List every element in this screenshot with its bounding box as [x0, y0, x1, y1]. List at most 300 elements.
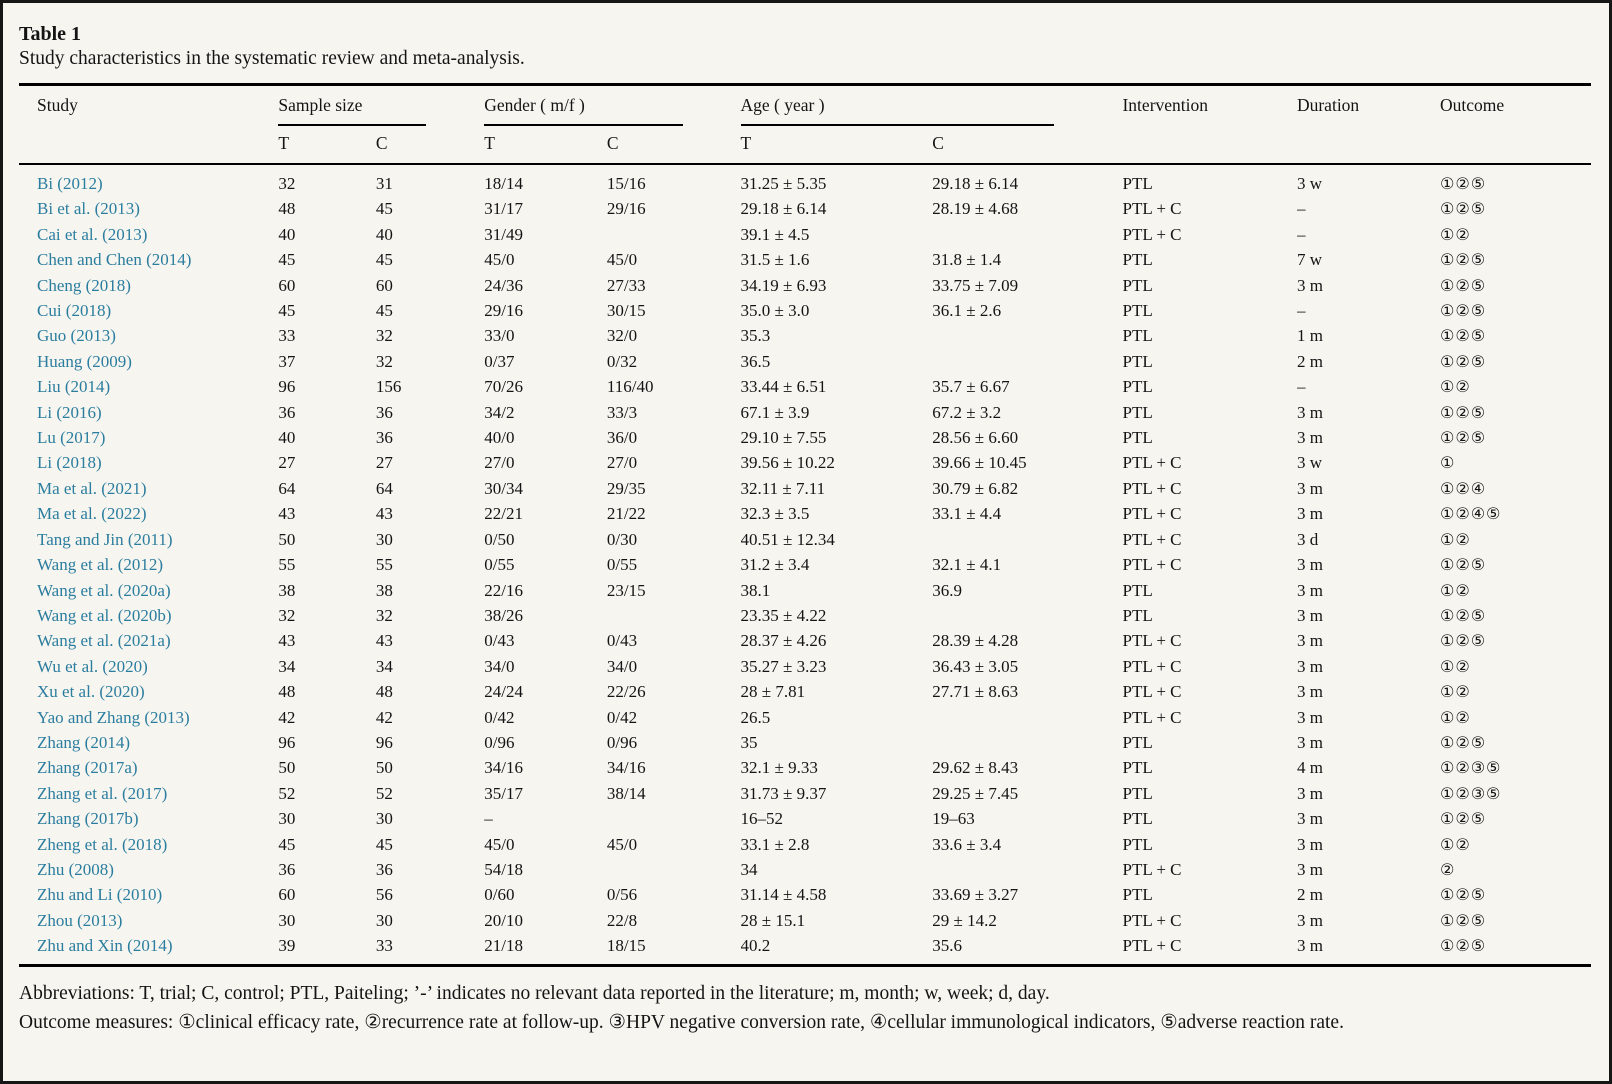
cell-gender-trial: 0/42: [484, 707, 515, 727]
cell-duration: 3 m: [1296, 809, 1323, 829]
cell-gender-trial: 0/37: [484, 351, 515, 371]
cell-sample-size-control: 42: [375, 707, 393, 727]
cell-duration: 3 m: [1296, 910, 1323, 930]
cell-age-trial: 39.1 ± 4.5: [740, 224, 810, 244]
cell-gender-trial: 34/16: [484, 758, 524, 778]
col-header-duration: Duration: [1297, 85, 1440, 165]
cell-age-trial: 31.25 ± 5.35: [740, 174, 827, 193]
cell-study-citation[interactable]: Zhang et al. (2017): [37, 783, 168, 803]
cell-duration: 3 m: [1296, 478, 1323, 498]
cell-sample-size-control: 32: [375, 605, 393, 625]
cell-outcome: ①②: [1440, 224, 1471, 244]
cell-gender-trial: 18/14: [484, 174, 524, 193]
cell-intervention: PTL + C: [1122, 224, 1182, 244]
cell-gender-control: 23/15: [606, 580, 646, 600]
cell-sample-size-control: 60: [375, 275, 393, 295]
cell-duration: 3 m: [1296, 504, 1323, 524]
cell-age-control: [932, 730, 1122, 755]
cell-gender-control: [607, 603, 741, 628]
cell-outcome: ①②④⑤: [1440, 504, 1502, 524]
cell-age-control: [932, 349, 1122, 374]
cell-sample-size-control: 27: [375, 453, 393, 473]
cell-gender-trial: 70/26: [484, 377, 524, 397]
cell-gender-control: 34/0: [606, 656, 638, 676]
cell-outcome: ①②⑤: [1440, 555, 1487, 575]
cell-study-citation[interactable]: Tang and Jin (2011): [37, 529, 173, 549]
cell-gender-trial: 0/96: [484, 732, 515, 752]
cell-study-citation[interactable]: Zhu and Li (2010): [37, 885, 163, 905]
cell-age-control: 67.2 ± 3.2: [932, 402, 1002, 422]
cell-study-citation[interactable]: Ma et al. (2022): [37, 504, 147, 524]
cell-intervention: PTL + C: [1122, 910, 1182, 930]
cell-study-citation[interactable]: Wang et al. (2020a): [37, 580, 171, 600]
table-row: [19, 552, 1591, 577]
cell-age-control: 29.62 ± 8.43: [932, 758, 1019, 778]
cell-intervention: PTL + C: [1122, 707, 1182, 727]
cell-intervention: PTL + C: [1122, 631, 1182, 651]
cell-study-citation[interactable]: Ma et al. (2021): [37, 478, 147, 498]
cell-outcome: ①②⑤: [1440, 428, 1487, 448]
cell-gender-trial: 34/2: [484, 402, 515, 422]
cell-age-control: 33.69 ± 3.27: [932, 885, 1019, 905]
cell-intervention: PTL: [1122, 351, 1153, 371]
cell-sample-size-trial: 96: [278, 377, 296, 397]
cell-sample-size-trial: 40: [278, 224, 296, 244]
cell-duration: –: [1296, 377, 1306, 397]
cell-study-citation[interactable]: Wang et al. (2012): [37, 555, 164, 575]
cell-age-trial: 31.14 ± 4.58: [740, 885, 827, 905]
cell-sample-size-trial: 52: [278, 783, 296, 803]
cell-study-citation[interactable]: Cai et al. (2013): [37, 224, 148, 244]
col-group-gender-label: Gender ( m/f ): [484, 95, 682, 126]
cell-age-control: 29.25 ± 7.45: [932, 783, 1019, 803]
cell-age-control: 27.71 ± 8.63: [932, 682, 1019, 702]
cell-gender-control: 33/3: [606, 402, 638, 422]
table-row: [19, 578, 1591, 603]
cell-gender-control: 29/16: [606, 199, 646, 219]
cell-intervention: PTL + C: [1122, 859, 1182, 879]
cell-duration: 3 m: [1296, 732, 1323, 752]
cell-age-trial: 29.10 ± 7.55: [740, 428, 827, 448]
cell-sample-size-trial: 45: [278, 834, 296, 854]
cell-outcome: ①②⑤: [1440, 631, 1487, 651]
cell-duration: 3 d: [1296, 529, 1319, 549]
cell-sample-size-control: 32: [375, 326, 393, 346]
cell-age-control: 33.1 ± 4.4: [932, 504, 1002, 524]
cell-gender-control: 0/42: [606, 707, 638, 727]
cell-study-citation[interactable]: Cheng (2018): [37, 275, 131, 295]
cell-age-trial: 31.5 ± 1.6: [740, 250, 810, 270]
cell-gender-control: 30/15: [606, 301, 646, 321]
cell-sample-size-control: 32: [375, 351, 393, 371]
cell-gender-control: 36/0: [606, 428, 638, 448]
cell-age-trial: 40.2: [740, 936, 771, 956]
cell-sample-size-trial: 55: [278, 555, 296, 575]
cell-sample-size-control: 34: [375, 656, 393, 676]
cell-study-citation[interactable]: Bi et al. (2013): [37, 199, 140, 219]
table-row: [19, 806, 1591, 831]
cell-study-citation[interactable]: Li (2016): [37, 402, 102, 422]
cell-age-trial: 26.5: [740, 707, 771, 727]
cell-duration: 3 m: [1296, 631, 1323, 651]
table-caption: Study characteristics in the systematic review and meta-analysis.: [19, 48, 525, 69]
cell-sample-size-trial: 96: [278, 732, 296, 752]
cell-outcome: ①②⑤: [1440, 351, 1487, 371]
table-row: [19, 628, 1591, 653]
cell-outcome: ①②: [1440, 529, 1471, 549]
cell-sample-size-control: 48: [375, 682, 393, 702]
cell-age-control: [932, 857, 1122, 882]
cell-age-trial: 39.56 ± 10.22: [740, 453, 835, 473]
cell-outcome: ①②⑤: [1440, 174, 1487, 193]
cell-intervention: PTL: [1122, 809, 1153, 829]
cell-gender-control: 0/32: [606, 351, 638, 371]
cell-intervention: PTL + C: [1122, 529, 1182, 549]
cell-sample-size-trial: 33: [278, 326, 296, 346]
cell-intervention: PTL: [1122, 174, 1153, 193]
table-row: [19, 298, 1591, 323]
cell-study-citation[interactable]: Zhang (2017a): [37, 758, 138, 778]
cell-sample-size-control: 36: [375, 402, 393, 422]
cell-outcome: ①②: [1440, 377, 1471, 397]
cell-sample-size-control: 43: [375, 504, 393, 524]
cell-intervention: PTL + C: [1122, 936, 1182, 956]
cell-outcome: ①②⑤: [1440, 605, 1487, 625]
cell-outcome: ①②⑤: [1440, 732, 1487, 752]
table-row: [19, 374, 1591, 399]
cell-age-control: 36.43 ± 3.05: [932, 656, 1019, 676]
cell-age-trial: 28 ± 15.1: [740, 910, 806, 930]
table-row: [19, 705, 1591, 730]
cell-duration: 3 m: [1296, 605, 1323, 625]
cell-duration: 3 m: [1296, 859, 1323, 879]
cell-age-trial: 34: [740, 859, 758, 879]
cell-study-citation[interactable]: Zhang (2014): [37, 732, 131, 752]
cell-sample-size-control: 45: [375, 199, 393, 219]
cell-age-control: 19–63: [932, 809, 975, 829]
cell-intervention: PTL: [1122, 402, 1153, 422]
table-row: [19, 273, 1591, 298]
cell-duration: –: [1296, 301, 1306, 321]
cell-gender-trial: 21/18: [484, 936, 524, 956]
cell-duration: 1 m: [1296, 326, 1323, 346]
cell-gender-control: 38/14: [606, 783, 646, 803]
cell-intervention: PTL + C: [1122, 555, 1182, 575]
cell-age-control: [932, 527, 1122, 552]
cell-sample-size-trial: 43: [278, 504, 296, 524]
table-row: [19, 755, 1591, 780]
cell-outcome: ②: [1440, 859, 1456, 879]
cell-sample-size-control: 156: [375, 377, 402, 397]
cell-sample-size-control: 45: [375, 301, 393, 321]
cell-gender-control: 0/30: [606, 529, 638, 549]
cell-intervention: PTL + C: [1122, 682, 1182, 702]
table-row: [19, 908, 1591, 933]
cell-study-citation[interactable]: Wu et al. (2020): [37, 656, 148, 676]
cell-age-trial: 31.73 ± 9.37: [740, 783, 827, 803]
cell-study-citation[interactable]: Wang et al. (2020b): [37, 605, 172, 625]
cell-outcome: ①②: [1440, 834, 1471, 854]
cell-gender-trial: 38/26: [484, 605, 524, 625]
cell-age-trial: 32.11 ± 7.11: [740, 478, 826, 498]
cell-sample-size-trial: 40: [278, 428, 296, 448]
cell-age-trial: 28.37 ± 4.26: [740, 631, 827, 651]
cell-gender-control: 22/8: [606, 910, 638, 930]
cell-age-control: 35.7 ± 6.67: [932, 377, 1010, 397]
cell-sample-size-control: 30: [375, 910, 393, 930]
col-header-study: Study: [19, 85, 278, 165]
cell-duration: 3 w: [1296, 174, 1322, 193]
cell-age-trial: 36.5: [740, 351, 771, 371]
subheader-gender-trial: T: [484, 126, 607, 164]
cell-gender-trial: 54/18: [484, 859, 524, 879]
col-group-age: [741, 85, 1123, 127]
cell-age-trial: 34.19 ± 6.93: [740, 275, 827, 295]
cell-gender-control: 34/16: [606, 758, 646, 778]
cell-study-citation[interactable]: Zhou (2013): [37, 910, 123, 930]
cell-study-citation[interactable]: Guo (2013): [37, 326, 116, 346]
cell-study-citation[interactable]: Lu (2017): [37, 428, 106, 448]
col-group-age-label: Age ( year ): [741, 95, 1055, 126]
cell-outcome: ①②⑤: [1440, 809, 1487, 829]
cell-duration: 3 m: [1296, 656, 1323, 676]
cell-gender-control: 0/56: [606, 885, 638, 905]
cell-gender-control: 45/0: [606, 834, 638, 854]
table-row: [19, 196, 1591, 221]
cell-sample-size-control: 30: [375, 809, 393, 829]
cell-age-control: 35.6: [932, 936, 963, 956]
cell-duration: –: [1296, 224, 1306, 244]
cell-sample-size-trial: 60: [278, 275, 296, 295]
cell-sample-size-control: 40: [375, 224, 393, 244]
table-row: [19, 654, 1591, 679]
cell-sample-size-control: 50: [375, 758, 393, 778]
cell-intervention: PTL: [1122, 275, 1153, 295]
cell-study-citation[interactable]: Huang (2009): [37, 351, 132, 371]
cell-gender-control: 45/0: [606, 250, 638, 270]
cell-study-citation[interactable]: Chen and Chen (2014): [37, 250, 192, 270]
cell-outcome: ①②④: [1440, 478, 1487, 498]
footnote-abbreviations: Abbreviations: T, trial; C, control; PTL, Paiteling; ’-’ indicates no relevant data reported in the literature; m, month; w, week; d, day.: [19, 982, 1050, 1004]
cell-sample-size-control: 56: [375, 885, 393, 905]
cell-gender-trial: 40/0: [484, 428, 515, 448]
cell-gender-control: 116/40: [606, 377, 654, 397]
table-row: [19, 679, 1591, 704]
cell-sample-size-trial: 38: [278, 580, 296, 600]
cell-sample-size-control: 45: [375, 250, 393, 270]
cell-gender-trial: 22/16: [484, 580, 524, 600]
cell-gender-trial: 35/17: [484, 783, 524, 803]
cell-intervention: PTL: [1122, 326, 1153, 346]
table-row: [19, 730, 1591, 755]
cell-outcome: ①②⑤: [1440, 402, 1487, 422]
cell-gender-control: 27/33: [606, 275, 646, 295]
cell-duration: 4 m: [1296, 758, 1323, 778]
cell-age-control: [932, 323, 1122, 348]
cell-gender-control: 0/55: [606, 555, 638, 575]
cell-duration: 3 m: [1296, 707, 1323, 727]
cell-duration: 3 m: [1296, 428, 1323, 448]
cell-duration: 3 m: [1296, 834, 1323, 854]
cell-outcome: ①②: [1440, 682, 1471, 702]
cell-age-trial: 35.0 ± 3.0: [740, 301, 810, 321]
cell-intervention: PTL + C: [1122, 656, 1182, 676]
table-row: [19, 349, 1591, 374]
cell-duration: 2 m: [1296, 351, 1323, 371]
cell-age-trial: 40.51 ± 12.34: [740, 529, 835, 549]
cell-sample-size-trial: 34: [278, 656, 296, 676]
cell-sample-size-trial: 48: [278, 682, 296, 702]
cell-study-citation[interactable]: Xu et al. (2020): [37, 682, 145, 702]
cell-outcome: ①②⑤: [1440, 910, 1487, 930]
cell-outcome: ①②⑤: [1440, 199, 1487, 219]
cell-age-control: 28.39 ± 4.28: [932, 631, 1019, 651]
table-row: [19, 323, 1591, 348]
table-row: [19, 425, 1591, 450]
table-row: [19, 247, 1591, 272]
cell-gender-trial: 24/36: [484, 275, 524, 295]
cell-sample-size-control: 45: [375, 834, 393, 854]
cell-age-trial: 67.1 ± 3.9: [740, 402, 810, 422]
cell-sample-size-trial: 50: [278, 758, 296, 778]
cell-age-trial: 32.1 ± 9.33: [740, 758, 818, 778]
cell-gender-control: 18/15: [606, 936, 646, 956]
cell-study-citation[interactable]: Zhang (2017b): [37, 809, 139, 829]
cell-study-citation[interactable]: Yao and Zhang (2013): [37, 707, 190, 727]
cell-outcome: ①②⑤: [1440, 250, 1487, 270]
cell-age-control: 29.18 ± 6.14: [932, 174, 1019, 193]
table-footnotes: [19, 979, 1591, 1038]
cell-age-trial: 16–52: [740, 809, 783, 829]
cell-intervention: PTL: [1122, 250, 1153, 270]
cell-outcome: ①②③⑤: [1440, 758, 1502, 778]
cell-age-trial: 38.1: [740, 580, 771, 600]
cell-age-control: 30.79 ± 6.82: [932, 478, 1019, 498]
cell-sample-size-trial: 30: [278, 809, 296, 829]
cell-sample-size-trial: 42: [278, 707, 296, 727]
cell-study-citation[interactable]: Zhu (2008): [37, 859, 114, 879]
cell-gender-control: 32/0: [606, 326, 638, 346]
cell-intervention: PTL: [1122, 377, 1153, 397]
cell-gender-trial: 45/0: [484, 834, 515, 854]
cell-gender-trial: 22/21: [484, 504, 524, 524]
cell-gender-trial: 34/0: [484, 656, 515, 676]
cell-gender-control: 0/96: [606, 732, 638, 752]
cell-age-trial: 32.3 ± 3.5: [740, 504, 810, 524]
cell-outcome: ①②⑤: [1440, 885, 1487, 905]
cell-outcome: ①②: [1440, 656, 1471, 676]
cell-age-trial: 28 ± 7.81: [740, 682, 806, 702]
cell-sample-size-control: 30: [375, 529, 393, 549]
subheader-age-control: C: [932, 126, 1122, 164]
cell-intervention: PTL: [1122, 580, 1153, 600]
cell-age-trial: 33.1 ± 2.8: [740, 834, 810, 854]
cell-gender-control: 29/35: [606, 478, 646, 498]
cell-duration: –: [1296, 199, 1306, 219]
table-row: [19, 164, 1591, 196]
cell-age-trial: 29.18 ± 6.14: [740, 199, 827, 219]
cell-sample-size-trial: 48: [278, 199, 296, 219]
table-row: [19, 450, 1591, 475]
table-row: [19, 400, 1591, 425]
cell-outcome: ①②⑤: [1440, 301, 1487, 321]
cell-sample-size-control: 96: [375, 732, 393, 752]
cell-intervention: PTL: [1122, 732, 1153, 752]
cell-intervention: PTL: [1122, 605, 1153, 625]
cell-gender-trial: 0/55: [484, 555, 515, 575]
cell-outcome: ①②⑤: [1440, 326, 1487, 346]
cell-gender-control: 15/16: [606, 174, 646, 193]
cell-gender-trial: 31/49: [484, 224, 524, 244]
cell-intervention: PTL: [1122, 758, 1153, 778]
table-row: [19, 832, 1591, 857]
cell-study-citation[interactable]: Liu (2014): [37, 377, 111, 397]
cell-study-citation[interactable]: Wang et al. (2021a): [37, 631, 171, 651]
header-row-groups: [19, 85, 1591, 127]
table-title: Table 1: [19, 23, 82, 45]
cell-age-control: 32.1 ± 4.1: [932, 555, 1002, 575]
cell-age-control: 33.6 ± 3.4: [932, 834, 1002, 854]
cell-study-citation[interactable]: Cui (2018): [37, 301, 112, 321]
cell-sample-size-trial: 36: [278, 859, 296, 879]
cell-intervention: PTL + C: [1122, 478, 1182, 498]
cell-age-trial: 35.3: [740, 326, 771, 346]
cell-sample-size-control: 43: [375, 631, 393, 651]
cell-study-citation[interactable]: Zhu and Xin (2014): [37, 936, 173, 956]
table-body: [19, 164, 1591, 965]
cell-duration: 7 w: [1296, 250, 1322, 270]
cell-intervention: PTL: [1122, 428, 1153, 448]
cell-gender-control: [607, 857, 741, 882]
cell-age-control: 33.75 ± 7.09: [932, 275, 1019, 295]
cell-gender-trial: 31/17: [484, 199, 524, 219]
cell-sample-size-trial: 45: [278, 250, 296, 270]
cell-gender-control: 27/0: [606, 453, 638, 473]
col-header-outcome: Outcome: [1440, 85, 1591, 165]
cell-sample-size-control: 38: [375, 580, 393, 600]
cell-age-control: 28.19 ± 4.68: [932, 199, 1019, 219]
cell-sample-size-trial: 60: [278, 885, 296, 905]
cell-outcome: ①: [1440, 453, 1456, 473]
cell-gender-control: 0/43: [606, 631, 638, 651]
cell-sample-size-trial: 30: [278, 910, 296, 930]
cell-intervention: PTL: [1122, 834, 1153, 854]
cell-gender-trial: 27/0: [484, 453, 515, 473]
cell-outcome: ①②: [1440, 707, 1471, 727]
cell-sample-size-trial: 39: [278, 936, 296, 956]
table-row: [19, 781, 1591, 806]
cell-sample-size-trial: 45: [278, 301, 296, 321]
cell-gender-trial: 0/43: [484, 631, 515, 651]
table-row: [19, 882, 1591, 907]
cell-sample-size-control: 52: [375, 783, 393, 803]
cell-age-control: 39.66 ± 10.45: [932, 453, 1027, 473]
cell-gender-control: [607, 806, 741, 831]
cell-sample-size-control: 64: [375, 478, 393, 498]
cell-duration: 3 m: [1296, 936, 1323, 956]
table-row: [19, 527, 1591, 552]
cell-study-citation[interactable]: Li (2018): [37, 453, 102, 473]
cell-duration: 3 m: [1296, 275, 1323, 295]
cell-duration: 3 m: [1296, 580, 1323, 600]
cell-study-citation[interactable]: Zheng et al. (2018): [37, 834, 168, 854]
table-row: [19, 603, 1591, 628]
cell-gender-trial: 33/0: [484, 326, 515, 346]
cell-sample-size-trial: 27: [278, 453, 296, 473]
cell-study-citation[interactable]: Bi (2012): [37, 174, 103, 193]
subheader-sample-control: C: [376, 126, 484, 164]
table-row: [19, 857, 1591, 882]
